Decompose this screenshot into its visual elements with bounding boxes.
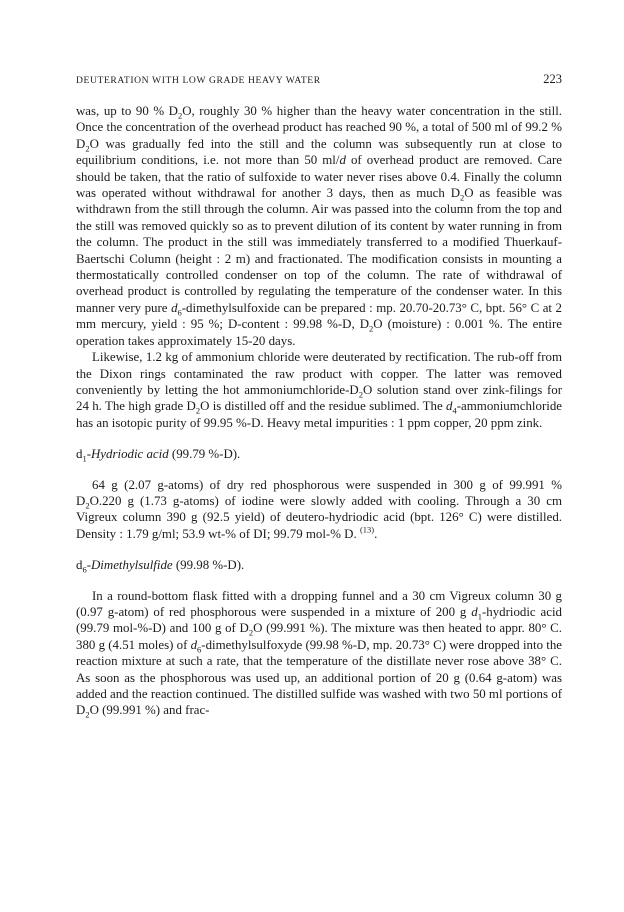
section-heading-hydriodic-acid: $d_1$-Hydriodic acid (99.79 %-D). [76,447,241,464]
paragraph-column-operation: was, up to 90 % $D_2O$, roughly 30 % higher than the heavy water concentration in the still. Once the concentration of the overhead product has reached 90 %, a total of 500 ml of 99.2 % $D_2O$ was gradually fed into the still and the column was subsequently run at close to equilibrium conditions, i.e. not more than 50 ml/d of overhead product are removed. Care should be taken, that the ratio of sulfoxide to water never rises above 0.4. Finally the column was operated without withdrawal for another 3 days, then as much $D_2O$ as feasible was withdrawn from the still through the column. Air was passed into the column from the top and the still was removed quickly so as to prevent dilution of its content by water running in from the column. The product in the still was immediately transferred to a modified Thuerkauf-Baertschi Column (height : 2 m) and fractionated. The modification consists in mounting a thermostatically controlled condenser on top of the column. The rate of withdrawal of overhead product is controlled by regulating the temperature of the condenser water. In this manner very pure $d_6$-dimethylsulfoxide can be prepared : mp. 20.70-20.73° C, bpt. 56° C at 2 mm mercury, yield : 95 %; D-content : 99.98 %-D, $D_2O$ (moisture) : 0.001 %. The entire operation takes approximately 15-20 days. [76,104,562,348]
paragraph-ammonium-chloride: Likewise, 1.2 kg of ammonium chloride were deuterated by rectification. The rub-off from the Dixon rings contaminated the raw product with copper. The latter was removed conveniently by letting the hot ammoniumchloride-$D_2O$ solution stand over zink-filings for 24 h. The high grade $D_2O$ is distilled off and the residue sublimed. The $d_4$-ammoniumchloride has an isotopic purity of 99.95 %-D. Heavy metal impurities : 1 ppm copper, 20 ppm zink. [76,350,562,430]
paragraph-hydriodic-acid: 64 g (2.07 g-atoms) of dry red phosphorous were suspended in 300 g of 99.991 % $D_2O.220$ g (1.73 g-atoms) of iodine were slowly added with cooling. Through a 30 cm Vigreux column 390 g (92.5 yield) of deutero-hydriodic acid (bpt. 126° C) were distilled. Density : 1.79 g/ml; 53.9 wt-% of DI; 99.79 mol-% D. $^{(13)}$. [76,477,562,541]
page-body [76,103,562,719]
page-number: 223 [543,72,562,86]
reference-13: (13) [359,524,375,535]
running-head-title: DEUTERATION WITH LOW GRADE HEAVY WATER [76,75,321,86]
section-heading-dimethylsulfide: $d_6$-Dimethylsulfide (99.98 %-D). [76,558,245,575]
running-header [76,72,562,88]
paragraph-dimethylsulfide: In a round-bottom flask fitted with a dropping funnel and a 30 cm Vigreux column 30 g (0.97 g-atom) of red phosphorous were suspended in a mixture of 200 g $d_1$-hydriodic acid (99.79 mol-%-D) and 100 g of $D_2O$ (99.991 %). The mixture was then heated to appr. 80° C. 380 g (4.51 moles) of $d_6$-dimethylsulfoxyde (99.98 %-D, mp. 20.73° C) were dropped into the reaction mixture at such a rate, that the temperature of the distillate never rose above 38° C. As soon as the phosphorous was used up, an additional portion of 20 g (0.64 g-atom) was added and the reaction continued. The distilled sulfide was washed with two 50 ml portions of $D_2O$ (99.991 %) and frac- [76,588,562,720]
